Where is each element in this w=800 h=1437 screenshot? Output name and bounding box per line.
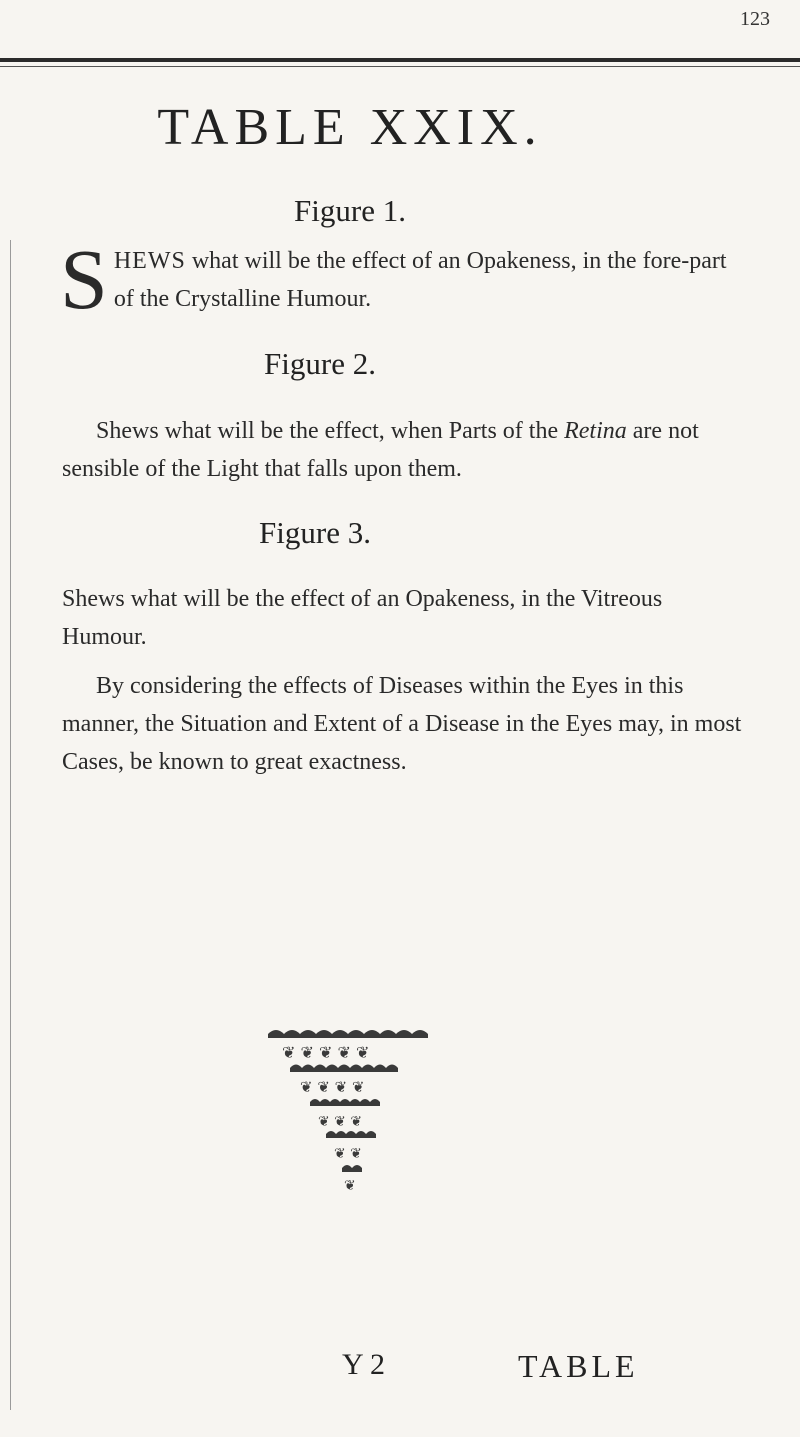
svg-text:❦ ❦: ❦ ❦	[334, 1146, 362, 1162]
signature-mark: Y 2	[342, 1348, 386, 1381]
page-number: 123	[740, 8, 770, 30]
top-rule-thin	[0, 66, 800, 67]
figure-2-heading: Figure 2.	[264, 346, 376, 381]
figure-1-text	[60, 231, 752, 327]
closing-paragraph: By considering the effects of Diseases within the Eyes in this manner, the Situation and Extent of a Disease in the Eyes may, in most Cases, be known to great exactness.	[62, 673, 742, 775]
tailpiece-ornament	[262, 1022, 442, 1222]
svg-text:❦ ❦ ❦: ❦ ❦ ❦	[318, 1114, 363, 1130]
figure-2-italic-term: Retina	[564, 418, 627, 444]
catchword: TABLE	[518, 1348, 639, 1384]
svg-text:❦: ❦	[344, 1178, 356, 1194]
svg-text:❦ ❦ ❦ ❦: ❦ ❦ ❦ ❦	[300, 1078, 365, 1096]
dropcap: S	[60, 231, 108, 327]
table-title: TABLE XXIX.	[157, 99, 543, 156]
figure-3-text: Shews what will be the effect of an Opakeness, in the Vitreous Humour.	[62, 586, 663, 650]
figure-3-heading: Figure 3.	[259, 515, 371, 550]
figure-1-body: what will be the effect of an Opakeness, in the fore-part of the Crystalline Humour.	[113, 248, 727, 312]
figure-2-body-end: are not sensible of the Light that falls upon them.	[62, 418, 699, 482]
figure-1-first-word: HEWS	[113, 248, 186, 274]
top-rule	[0, 58, 800, 62]
gutter-shadow	[10, 240, 11, 1410]
figure-2-body-start: Shews what will be the effect, when Parts of the	[96, 418, 559, 444]
figure-1-heading: Figure 1.	[294, 193, 406, 228]
figure-2-text	[62, 412, 762, 488]
svg-text:❦ ❦ ❦ ❦ ❦: ❦ ❦ ❦ ❦ ❦	[282, 1043, 370, 1062]
